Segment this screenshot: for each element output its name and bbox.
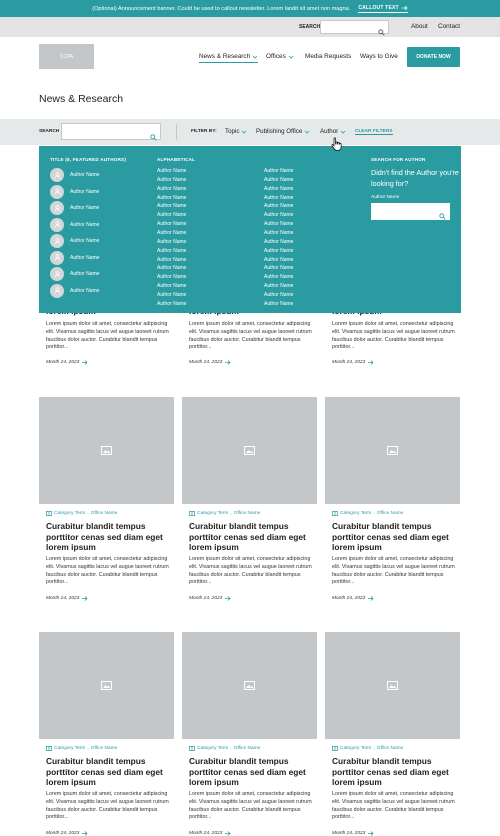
- search-icon[interactable]: [150, 128, 157, 146]
- date-label: Month 24, 2023: [46, 596, 80, 601]
- author-name: Author Name: [70, 188, 100, 195]
- topic-dropdown[interactable]: [225, 128, 247, 135]
- card-title[interactable]: Curabitur blandit tempus porttitor cenas sed diam eget lorem ipsum: [189, 521, 306, 552]
- alphabetical-author-item[interactable]: Author Name: [264, 256, 294, 263]
- avatar: [50, 218, 64, 232]
- featured-author-item[interactable]: [50, 251, 99, 265]
- contact-link[interactable]: Contact: [438, 23, 461, 30]
- image-placeholder-icon: [244, 681, 255, 690]
- image-placeholder-icon: [244, 446, 255, 455]
- alphabetical-author-item[interactable]: Author Name: [264, 300, 294, 307]
- filter-by-label: FILTER BY:: [191, 129, 217, 134]
- featured-author-item[interactable]: [50, 284, 99, 298]
- alphabetical-author-item[interactable]: Author Name: [157, 274, 187, 281]
- meta-separator: ,: [87, 511, 89, 516]
- alphabetical-author-item[interactable]: Author Name: [264, 238, 294, 245]
- arrow-right-icon: [82, 360, 88, 365]
- alphabetical-author-item[interactable]: Author Name: [157, 221, 187, 228]
- card-title[interactable]: Curabitur blandit tempus porttitor cenas sed diam eget lorem ipsum: [332, 521, 449, 552]
- alphabetical-author-item[interactable]: Author Name: [264, 185, 294, 192]
- logo[interactable]: CCPA: [39, 44, 94, 69]
- image-placeholder-icon: [387, 681, 398, 690]
- card-excerpt: Lorem ipsum dolor sit amet, consectetur adipiscing elit. Vivamus sagittis lacus vel augue laoreet rutrum faucibus dolor auctor. Curabitur blandit tempus porttitor...: [46, 321, 169, 351]
- author-name: Author Name: [70, 287, 100, 294]
- card-excerpt: Lorem ipsum dolor sit amet, consectetur adipiscing elit. Vivamus sagittis lacus vel augue laoreet rutrum faucibus dolor auctor. Curabitur blandit tempus porttitor...: [46, 556, 169, 586]
- search-icon[interactable]: [439, 207, 446, 225]
- card-date[interactable]: [46, 360, 88, 365]
- filter-search-input[interactable]: [61, 123, 161, 140]
- dropdown-label: Topic: [225, 128, 240, 135]
- office-link[interactable]: Office Name: [233, 511, 261, 516]
- alphabetical-author-item[interactable]: Author Name: [264, 291, 294, 298]
- card-title[interactable]: Curabitur blandit tempus porttitor cenas sed diam eget lorem ipsum: [189, 756, 306, 787]
- meta-separator: ,: [230, 746, 232, 751]
- arrow-right-icon: [368, 831, 374, 836]
- alphabetical-author-item[interactable]: Author Name: [264, 274, 294, 281]
- alphabetical-author-item[interactable]: Author Name: [157, 203, 187, 210]
- featured-authors-heading: TITLE (8, FEATURED AUTHORS): [50, 157, 127, 162]
- alphabetical-author-item[interactable]: Author Name: [264, 203, 294, 210]
- card-excerpt: Lorem ipsum dolor sit amet, consectetur adipiscing elit. Vivamus sagittis lacus vel augue laoreet rutrum faucibus dolor auctor. Curabitur blandit tempus porttitor...: [46, 791, 169, 821]
- alphabetical-author-item[interactable]: Author Name: [264, 212, 294, 219]
- chevron-down-icon: [252, 55, 258, 59]
- callout-link[interactable]: [358, 5, 407, 13]
- dropdown-label: Publishing Office: [256, 128, 303, 135]
- card-meta: [46, 511, 117, 516]
- dropdown-label: Author: [320, 128, 339, 135]
- author-name: Author Name: [70, 221, 100, 228]
- date-label: Month 24, 2023: [332, 360, 366, 365]
- user-icon: [54, 271, 61, 278]
- author-name: Author Name: [70, 238, 100, 244]
- arrow-right-icon: [82, 831, 88, 836]
- office-link[interactable]: Office Name: [376, 746, 404, 751]
- category-icon: [46, 511, 52, 516]
- featured-author-item[interactable]: [50, 185, 99, 199]
- card-date[interactable]: [46, 596, 88, 601]
- avatar: [50, 168, 64, 182]
- search-author-heading: SEARCH FOR AUTHOR: [371, 157, 426, 162]
- card-date[interactable]: [46, 831, 88, 836]
- avatar: [50, 185, 64, 199]
- office-link[interactable]: Office Name: [90, 746, 118, 751]
- date-label: Month 24, 2023: [189, 360, 223, 365]
- card-title[interactable]: Curabitur blandit tempus porttitor cenas sed diam eget lorem ipsum: [46, 756, 163, 787]
- alphabetical-author-item[interactable]: Author Name: [157, 283, 187, 290]
- alphabetical-author-item[interactable]: Author Name: [264, 176, 294, 183]
- date-label: Month 24, 2023: [189, 596, 223, 601]
- filter-divider: [176, 124, 177, 140]
- card-excerpt: Lorem ipsum dolor sit amet, consectetur adipiscing elit. Vivamus sagittis lacus vel augue laoreet rutrum faucibus dolor auctor. Curabitur blandit tempus porttitor...: [332, 321, 455, 351]
- user-icon: [54, 205, 61, 212]
- alphabetical-heading: ALPHABETICAL: [157, 157, 196, 162]
- utility-bar: [0, 17, 500, 37]
- arrow-right-icon: [82, 596, 88, 601]
- announcement-text: (Optional) Announcement banner. Could be used to callout newsletter. Lorem landit sit amet non magna.: [92, 5, 351, 12]
- nav-ways-to-give[interactable]: [360, 53, 398, 60]
- avatar: [50, 284, 64, 298]
- alphabetical-author-item[interactable]: Author Name: [157, 238, 187, 245]
- category-link[interactable]: Category Term: [197, 746, 229, 751]
- card-date[interactable]: [332, 831, 374, 836]
- card-excerpt: Lorem ipsum dolor sit amet, consectetur adipiscing elit. Vivamus sagittis lacus vel augue laoreet rutrum faucibus dolor auctor. Curabitur blandit tempus porttitor...: [332, 556, 455, 586]
- clear-filters-link[interactable]: CLEAR FILTERS: [355, 129, 393, 134]
- avatar: [50, 267, 64, 281]
- user-icon: [54, 238, 61, 245]
- arrow-right-icon: [225, 831, 231, 836]
- meta-separator: ,: [373, 746, 375, 751]
- user-icon: [54, 188, 61, 195]
- date-label: Month 24, 2023: [332, 596, 366, 601]
- publishing-office-dropdown[interactable]: [256, 128, 310, 135]
- image-placeholder-icon: [387, 446, 398, 455]
- alphabetical-author-item[interactable]: Author Name: [264, 194, 294, 201]
- alphabetical-author-item[interactable]: Author Name: [157, 265, 187, 272]
- date-label: Month 24, 2023: [189, 831, 223, 836]
- card-meta: [189, 511, 260, 516]
- author-name-label: Author Name: [371, 195, 400, 200]
- nav-media-requests[interactable]: [305, 53, 351, 60]
- meta-separator: ,: [230, 511, 232, 516]
- arrow-right-icon: [225, 596, 231, 601]
- nav-label: Ways to Give: [360, 53, 398, 60]
- user-icon: [54, 287, 61, 294]
- card-date[interactable]: [332, 360, 374, 365]
- user-icon: [54, 254, 61, 261]
- date-label: Month 24, 2023: [332, 831, 366, 836]
- office-link[interactable]: Office Name: [376, 511, 404, 516]
- alphabetical-author-item[interactable]: Author Name: [157, 212, 187, 219]
- alphabetical-author-item[interactable]: Author Name: [264, 229, 294, 236]
- author-dropdown-panel: [39, 146, 461, 313]
- card-excerpt: Lorem ipsum dolor sit amet, consectetur adipiscing elit. Vivamus sagittis lacus vel augue laoreet rutrum faucibus dolor auctor. Curabitur blandit tempus porttitor...: [189, 556, 312, 586]
- office-link[interactable]: Office Name: [233, 746, 261, 751]
- category-icon: [332, 511, 338, 516]
- card-date[interactable]: [189, 360, 231, 365]
- alphabetical-author-item[interactable]: Author Name: [264, 247, 294, 254]
- about-link[interactable]: About: [411, 23, 428, 30]
- user-icon: [54, 172, 61, 179]
- category-icon: [189, 746, 195, 751]
- alphabetical-author-item[interactable]: Author Name: [264, 265, 294, 272]
- author-name: Author Name: [70, 254, 100, 261]
- category-icon: [189, 511, 195, 516]
- card-image[interactable]: [39, 397, 174, 504]
- chevron-down-icon: [241, 130, 247, 134]
- card-image[interactable]: [182, 632, 317, 739]
- avatar: [50, 234, 64, 248]
- card-meta: [332, 511, 403, 516]
- utility-search-input[interactable]: [320, 20, 389, 34]
- date-label: Month 24, 2023: [46, 360, 80, 365]
- author-dropdown[interactable]: [320, 128, 346, 135]
- chevron-down-icon: [304, 130, 310, 134]
- image-placeholder-icon: [101, 681, 112, 690]
- search-author-question: Didn't find the Author you're looking for?: [371, 168, 459, 188]
- donate-button[interactable]: DONATE NOW: [407, 47, 460, 67]
- alphabetical-author-item[interactable]: Author Name: [157, 291, 187, 298]
- card-date[interactable]: [189, 596, 231, 601]
- card-image[interactable]: [325, 397, 460, 504]
- hand-cursor-icon: [331, 137, 343, 151]
- filter-bar: [0, 119, 500, 145]
- nav-label: Offices: [266, 53, 286, 60]
- nav-label: News & Research: [199, 53, 251, 60]
- user-icon: [54, 221, 61, 228]
- nav-offices[interactable]: [266, 53, 294, 60]
- arrow-right-icon: [402, 5, 408, 11]
- alphabetical-author-item[interactable]: Author Name: [157, 300, 187, 307]
- filter-search-label: SEARCH: [39, 129, 60, 134]
- category-link[interactable]: Category Term: [54, 511, 86, 516]
- card-meta: [332, 746, 403, 751]
- category-link[interactable]: Category Term: [197, 511, 229, 516]
- office-link[interactable]: Office Name: [90, 511, 118, 516]
- featured-author-item[interactable]: [50, 218, 99, 232]
- card-meta: [46, 746, 117, 751]
- category-link[interactable]: Category Term: [340, 511, 372, 516]
- meta-separator: ,: [373, 511, 375, 516]
- card-title[interactable]: Curabitur blandit tempus porttitor cenas sed diam eget lorem ipsum: [332, 756, 449, 787]
- author-name: Author Name: [70, 271, 100, 277]
- image-placeholder-icon: [101, 446, 112, 455]
- card-image[interactable]: [182, 397, 317, 504]
- search-icon[interactable]: [378, 23, 385, 41]
- alphabetical-author-item[interactable]: Author Name: [157, 194, 187, 201]
- category-link[interactable]: Category Term: [54, 746, 86, 751]
- announcement-bar: [0, 0, 500, 17]
- chevron-down-icon: [288, 55, 294, 59]
- category-icon: [46, 746, 52, 751]
- avatar: [50, 201, 64, 215]
- page-title: News & Research: [39, 93, 124, 105]
- alphabetical-author-item[interactable]: Author Name: [157, 176, 187, 183]
- alphabetical-author-item[interactable]: Author Name: [264, 221, 294, 228]
- utility-search-label: SEARCH: [299, 24, 321, 30]
- callout-label: CALLOUT TEXT: [358, 4, 399, 11]
- card-excerpt: Lorem ipsum dolor sit amet, consectetur adipiscing elit. Vivamus sagittis lacus vel augue laoreet rutrum faucibus dolor auctor. Curabitur blandit tempus porttitor...: [189, 321, 312, 351]
- author-name: Author Name: [70, 205, 100, 211]
- category-icon: [332, 746, 338, 751]
- featured-author-item[interactable]: [50, 168, 99, 182]
- card-meta: [189, 746, 260, 751]
- date-label: Month 24, 2023: [46, 831, 80, 836]
- alphabetical-author-item[interactable]: Author Name: [157, 247, 187, 254]
- card-date[interactable]: [332, 596, 374, 601]
- meta-separator: ,: [87, 746, 89, 751]
- arrow-right-icon: [225, 360, 231, 365]
- arrow-right-icon: [368, 596, 374, 601]
- featured-author-item[interactable]: [50, 234, 99, 248]
- category-link[interactable]: Category Term: [340, 746, 372, 751]
- card-excerpt: Lorem ipsum dolor sit amet, consectetur adipiscing elit. Vivamus sagittis lacus vel augue laoreet rutrum faucibus dolor auctor. Curabitur blandit tempus porttitor...: [332, 791, 455, 821]
- avatar: [50, 251, 64, 265]
- card-image[interactable]: [325, 632, 460, 739]
- card-title[interactable]: Curabitur blandit tempus porttitor cenas sed diam eget lorem ipsum: [46, 521, 163, 552]
- card-image[interactable]: [39, 632, 174, 739]
- alphabetical-author-item[interactable]: Author Name: [157, 256, 187, 263]
- alphabetical-author-item[interactable]: Author Name: [264, 168, 294, 174]
- card-date[interactable]: [189, 831, 231, 836]
- featured-author-item[interactable]: [50, 201, 99, 215]
- featured-author-item[interactable]: [50, 267, 99, 281]
- alphabetical-author-item[interactable]: Author Name: [157, 185, 187, 192]
- author-search-input[interactable]: [371, 203, 450, 220]
- card-excerpt: Lorem ipsum dolor sit amet, consectetur adipiscing elit. Vivamus sagittis lacus vel augue laoreet rutrum faucibus dolor auctor. Curabitur blandit tempus porttitor...: [189, 791, 312, 821]
- nav-news-research[interactable]: [199, 53, 258, 63]
- author-name: Author Name: [70, 172, 100, 178]
- chevron-down-icon: [340, 130, 346, 134]
- alphabetical-author-item[interactable]: Author Name: [157, 229, 187, 236]
- alphabetical-author-item[interactable]: Author Name: [264, 283, 294, 290]
- arrow-right-icon: [368, 360, 374, 365]
- nav-label: Media Requests: [305, 53, 352, 60]
- alphabetical-author-item[interactable]: Author Name: [157, 168, 187, 174]
